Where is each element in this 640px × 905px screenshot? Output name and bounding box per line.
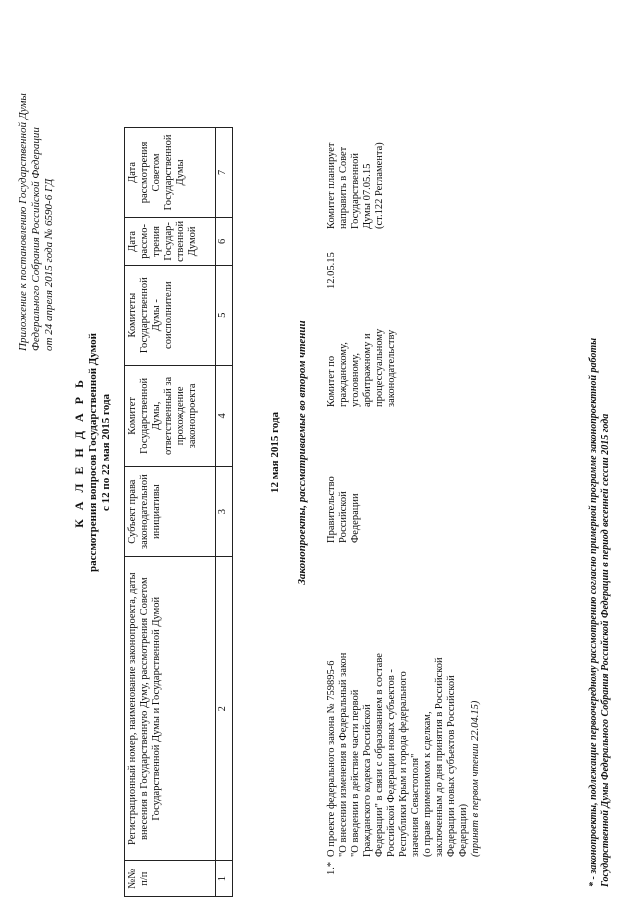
committee-line: процессуальному <box>374 328 385 407</box>
subject-line: Федерации <box>350 493 361 543</box>
duma-review-date: 12.05.15 <box>326 252 337 289</box>
footnote <box>588 37 612 887</box>
subject-line: Российской <box>338 491 349 543</box>
document-title: К А Л Е Н Д А Р Ь <box>72 377 86 528</box>
column-header: №№ п/п <box>125 861 216 897</box>
column-header: Субъект права законодательной инициативы <box>125 467 216 557</box>
bill-title-line: заключенным до дня принятия в Российской <box>434 657 445 857</box>
responsible-committee <box>326 303 398 407</box>
subject-line: Правительство <box>326 476 337 543</box>
council-line: Думы 07.05.15 <box>362 163 373 229</box>
committee-line: Комитет по <box>326 355 337 407</box>
appendix-line: Федерального Собрания Российской Федерации <box>30 127 42 351</box>
bill-title-line: (о праве применимом к сделкам, <box>422 711 433 857</box>
footnote-line: Государственной Думы Федерального Собрания Российской Федерации в период весенней сессии 2015 года <box>600 413 611 887</box>
calendar-table <box>124 127 233 897</box>
column-header: Комитет Государственной Думы, ответственный за прохождение законопроекта <box>125 365 216 467</box>
column-number: 4 <box>216 365 233 467</box>
column-number: 6 <box>216 217 233 265</box>
council-line: Государственной <box>350 153 361 229</box>
committee-line: арбитражному и <box>362 333 373 407</box>
bill-title-line: Республики Крым и города федерального <box>398 671 409 857</box>
council-review-note <box>326 141 386 229</box>
bill-title-line: "О введении в действие части первой <box>350 689 361 857</box>
bill-title-line: Гражданского кодекса Российской <box>362 704 373 857</box>
table-header-row <box>125 128 216 897</box>
column-header: Комитеты Государственной Думы - соисполнители <box>125 265 216 365</box>
initiative-subject <box>326 457 362 543</box>
council-line: направить в Совет <box>338 146 349 229</box>
bill-title-line: значения Севастополя" <box>410 753 421 857</box>
column-header: Дата рассмо- трения Государ- ственной Думой <box>125 217 216 265</box>
column-header: Регистрационный номер, наименование законопроекта, даты внесения в Государственную Думу, рассмотрения Советом Государственной Думы и Государственной Думой <box>125 557 216 861</box>
column-number: 1 <box>216 861 233 897</box>
appendix-line: Приложение к постановлению Государственной Думы <box>17 93 29 351</box>
footnote-line: * - законопроекты, подлежащие первоочередному рассмотрению согласно примерной программе законопроектной работы <box>588 337 599 887</box>
appendix-line: от 24 апреля 2015 года № 6590-6 ГД <box>43 178 55 351</box>
date-heading: 12 мая 2015 года <box>269 411 281 494</box>
item-number: 1.* <box>326 861 337 875</box>
bill-title-line: Федерации" в связи с образованием в составе <box>374 653 385 857</box>
column-number: 2 <box>216 557 233 861</box>
appendix-note <box>17 21 56 351</box>
document-period: с 12 по 22 мая 2015 года <box>100 393 112 512</box>
column-number: 7 <box>216 128 233 218</box>
document-subtitle: рассмотрения вопросов Государственной Думой <box>87 333 99 572</box>
column-number: 5 <box>216 265 233 365</box>
column-number-row <box>216 128 233 897</box>
committee-line: уголовному, <box>350 353 361 407</box>
council-line: Комитет планирует <box>326 142 337 229</box>
committee-line: гражданскому, <box>338 342 349 407</box>
column-header: Дата рассмотрения Советом Государственной Думы <box>125 128 216 218</box>
first-reading-note: (принят в первом чтении 22.04.15) <box>470 700 481 857</box>
section-heading: Законопроекты, рассматриваемые во втором чтении <box>296 320 308 585</box>
committee-line: законодательству <box>386 329 397 407</box>
column-number: 3 <box>216 467 233 557</box>
council-line: (ст.122 Регламента) <box>374 142 385 229</box>
bill-title-line: Федерации новых субъектов Российской <box>446 675 457 857</box>
bill-title-line: О проекте федерального закона № 759895-6 <box>326 660 337 857</box>
bill-title-line: "О внесении изменения в Федеральный закон <box>338 652 349 857</box>
bill-title <box>326 587 482 857</box>
bill-title-line: Федерации) <box>458 803 469 857</box>
bill-title-line: Российской Федерации новых субъектов - <box>386 669 397 857</box>
